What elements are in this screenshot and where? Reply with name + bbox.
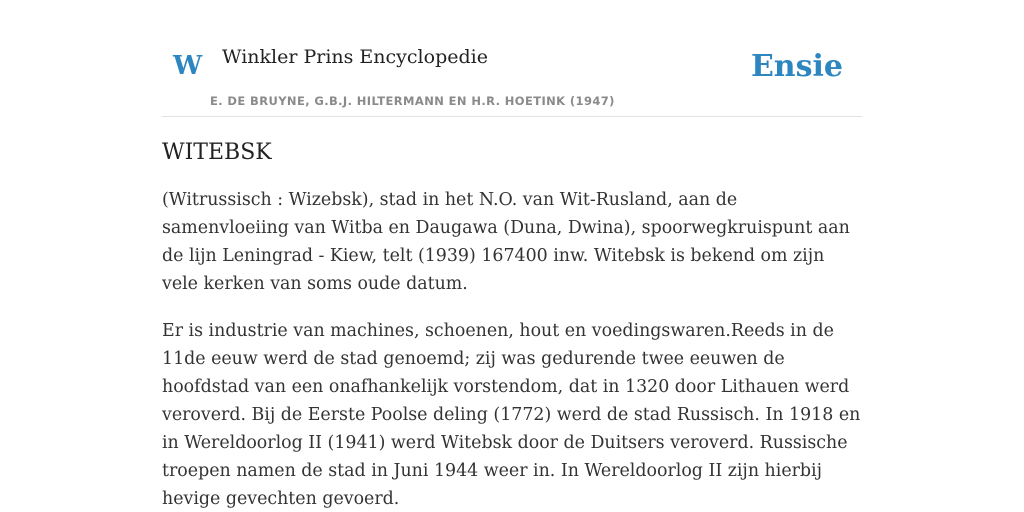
source-header bbox=[162, 0, 862, 117]
publication-title[interactable]: Winkler Prins Encyclopedie bbox=[222, 46, 488, 68]
article-headword: WITEBSK bbox=[162, 140, 272, 165]
article bbox=[162, 140, 862, 512]
article-paragraph: Er is industrie van machines, schoenen, hout en voedingswaren.Reeds in de 11de eeuw werd de stad genoemd; zij was gedurende twee eeuwen de hoofdstad van een onafhankelijk vorstendom, dat in 1320 door Lithauen werd veroverd. Bij de Eerste Poolse deling (1772) werd de stad Russisch. In 1918 en in Wereldoorlog II (1941) werd Witebsk door de Duitsers veroverd. Russische troepen namen de stad in Juni 1944 weer in. In Wereldoorlog II zijn hierbij hevige gevechten gevoerd. bbox=[162, 321, 861, 510]
publication-authors: E. DE BRUYNE, G.B.J. HILTERMANN EN H.R. HOETINK (1947) bbox=[210, 94, 615, 108]
brand-logo[interactable]: Ensie bbox=[750, 49, 843, 84]
article-paragraph: (Witrussisch : Wizebsk), stad in het N.O. van Wit-Rusland, aan de samenvloeiing van Witba en Daugawa (Duna, Dwina), spoorwegkruispunt aan de lijn Leningrad - Kiew, telt (1939) 167400 inw. Witebsk is bekend om zijn vele kerken van soms oude datum. bbox=[162, 190, 850, 295]
publication-logo-icon[interactable]: W bbox=[173, 51, 203, 81]
